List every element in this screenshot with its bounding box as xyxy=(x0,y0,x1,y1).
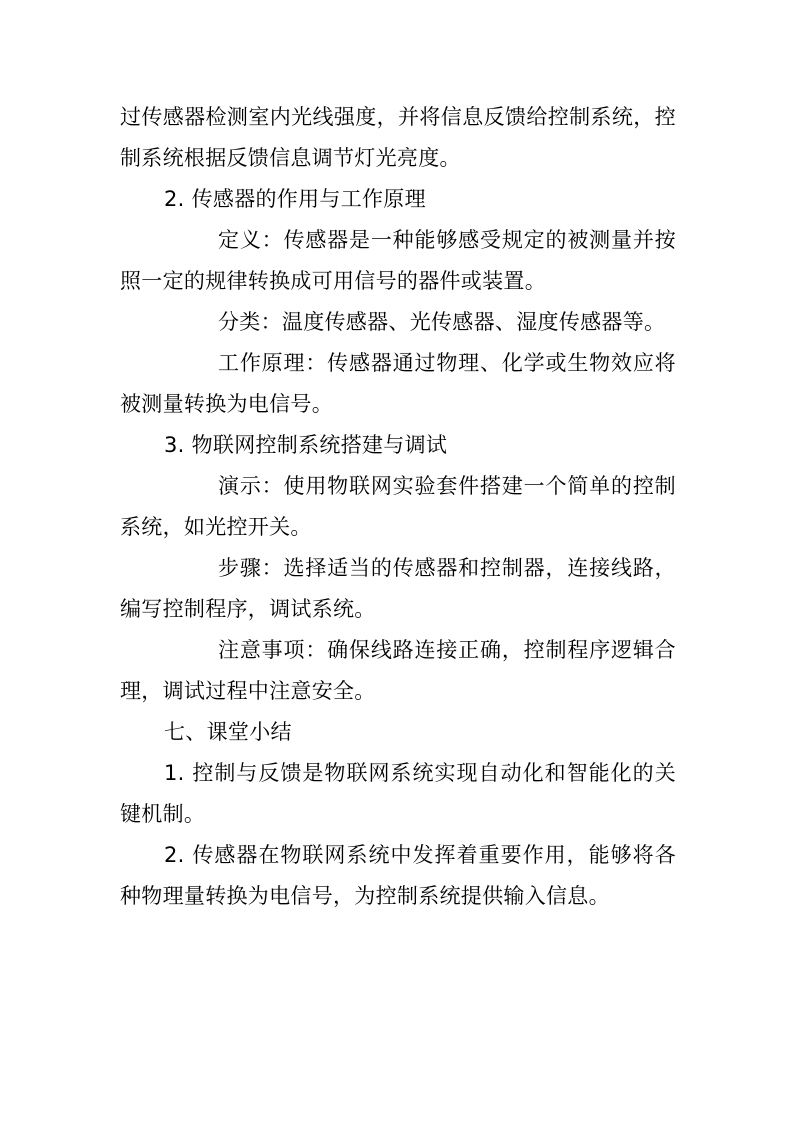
section-heading-summary: 七、课堂小结 xyxy=(164,720,292,744)
paragraph-sensor-classification: 分类：温度传感器、光传感器、湿度传感器等。 xyxy=(218,310,666,334)
paragraph-sensor-definition: 定义：传感器是一种能够感受规定的被测量并按照一定的规律转换成可用信号的器件或装置。 xyxy=(120,228,676,293)
section-heading-sensor-principle: 2. 传感器的作用与工作原理 xyxy=(164,187,426,211)
paragraph-demo: 演示：使用物联网实验套件搭建一个简单的控制系统，如光控开关。 xyxy=(120,474,676,539)
paragraph-steps: 步骤：选择适当的传感器和控制器，连接线路，编写控制程序，调试系统。 xyxy=(120,556,676,621)
paragraph-precautions: 注意事项：确保线路连接正确，控制程序逻辑合理，调试过程中注意安全。 xyxy=(120,638,676,703)
paragraph-sensor-working-principle: 工作原理：传感器通过物理、化学或生物效应将被测量转换为电信号。 xyxy=(120,351,676,416)
summary-item-2: 2. 传感器在物联网系统中发挥着重要作用，能够将各种物理量转换为电信号，为控制系统提供输入信息。 xyxy=(120,843,676,908)
document-body xyxy=(120,97,676,917)
paragraph-feedback-example: 过传感器检测室内光线强度，并将信息反馈给控制系统，控制系统根据反馈信息调节灯光亮度。 xyxy=(120,105,676,170)
section-heading-iot-build-debug: 3. 物联网控制系统搭建与调试 xyxy=(164,433,448,457)
summary-item-1: 1. 控制与反馈是物联网系统实现自动化和智能化的关键机制。 xyxy=(120,761,676,826)
